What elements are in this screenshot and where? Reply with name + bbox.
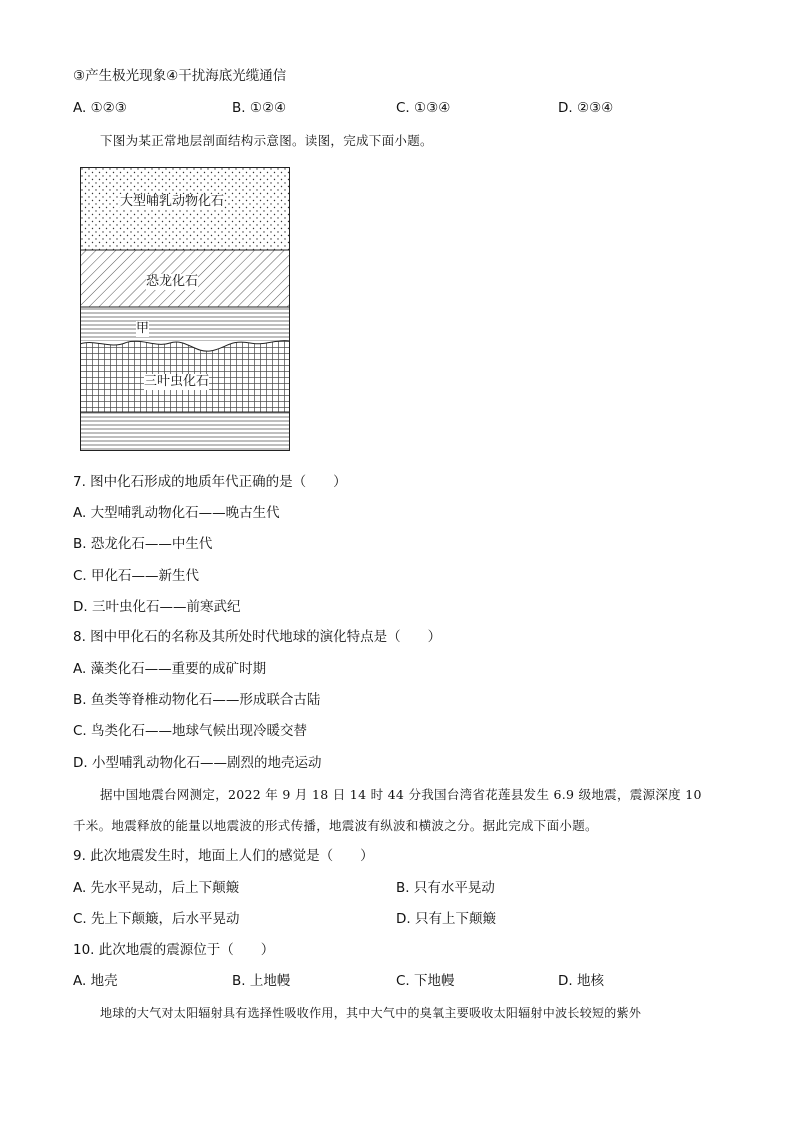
q9-option-c[interactable]: C. 先上下颠簸，后水平晃动 [73, 911, 240, 927]
q9-option-b[interactable]: B. 只有水平晃动 [396, 880, 495, 896]
label-trilobite-fossil: 三叶虫化石 [144, 374, 210, 389]
q7-option-b[interactable]: B. 恐龙化石——中生代 [73, 536, 213, 552]
q9-option-d[interactable]: D. 只有上下颠簸 [396, 911, 496, 927]
layer-jia-fill [80, 307, 290, 341]
q10-option-a[interactable]: A. 地壳 [73, 973, 118, 989]
q7-option-a[interactable]: A. 大型哺乳动物化石——晚古生代 [73, 505, 280, 521]
q7-stem: 7. 图中化石形成的地质年代正确的是（ ） [73, 474, 347, 490]
quake-intro-line1: 据中国地震台网测定，2022 年 9 月 18 日 14 时 44 分我国台湾省花莲县发生 6.9 级地震，震源深度 10 [100, 787, 702, 802]
fossil-intro: 下图为某正常地层剖面结构示意图。读图，完成下面小题。 [100, 133, 433, 148]
quake-intro-line2: 千米。地震释放的能量以地震波的形式传播，地震波有纵波和横波之分。据此完成下面小题。 [73, 818, 598, 833]
label-jia: 甲 [136, 321, 150, 336]
q8-option-c[interactable]: C. 鸟类化石——地球气候出现冷暖交替 [73, 723, 308, 739]
q8-stem: 8. 图中甲化石的名称及其所处时代地球的演化特点是（ ） [73, 629, 442, 645]
label-mammal-fossil: 大型哺乳动物化石 [120, 194, 225, 209]
ozone-intro: 地球的大气对太阳辐射具有选择性吸收作用，其中大气中的臭氧主要吸收太阳辐射中波长较短的紫外 [100, 1006, 642, 1020]
q6-option-c[interactable]: C. ①③④ [396, 100, 451, 116]
q9-stem: 9. 此次地震发生时，地面上人们的感觉是（ ） [73, 848, 374, 864]
q10-option-c[interactable]: C. 下地幔 [396, 973, 455, 989]
q8-option-b[interactable]: B. 鱼类等脊椎动物化石——形成联合古陆 [73, 692, 321, 708]
q8-option-a[interactable]: A. 藻类化石——重要的成矿时期 [73, 661, 267, 677]
q6-option-a[interactable]: A. ①②③ [73, 100, 127, 116]
label-dinosaur-fossil: 恐龙化石 [146, 274, 199, 289]
q7-option-d[interactable]: D. 三叶虫化石——前寒武纪 [73, 599, 241, 615]
layer-bottom-fill [80, 412, 290, 451]
q8-option-d[interactable]: D. 小型哺乳动物化石——剧烈的地壳运动 [73, 755, 322, 771]
q6-continuation: ③产生极光现象④干扰海底光缆通信 [73, 68, 287, 84]
strata-figure [80, 167, 290, 451]
q10-option-d[interactable]: D. 地核 [558, 973, 604, 989]
q9-option-a[interactable]: A. 先水平晃动，后上下颠簸 [73, 880, 240, 896]
q10-option-b[interactable]: B. 上地幔 [232, 973, 291, 989]
q7-option-c[interactable]: C. 甲化石——新生代 [73, 568, 200, 584]
q10-stem: 10. 此次地震的震源位于（ ） [73, 942, 275, 958]
q6-option-d[interactable]: D. ②③④ [558, 100, 614, 116]
q6-option-b[interactable]: B. ①②④ [232, 100, 287, 116]
